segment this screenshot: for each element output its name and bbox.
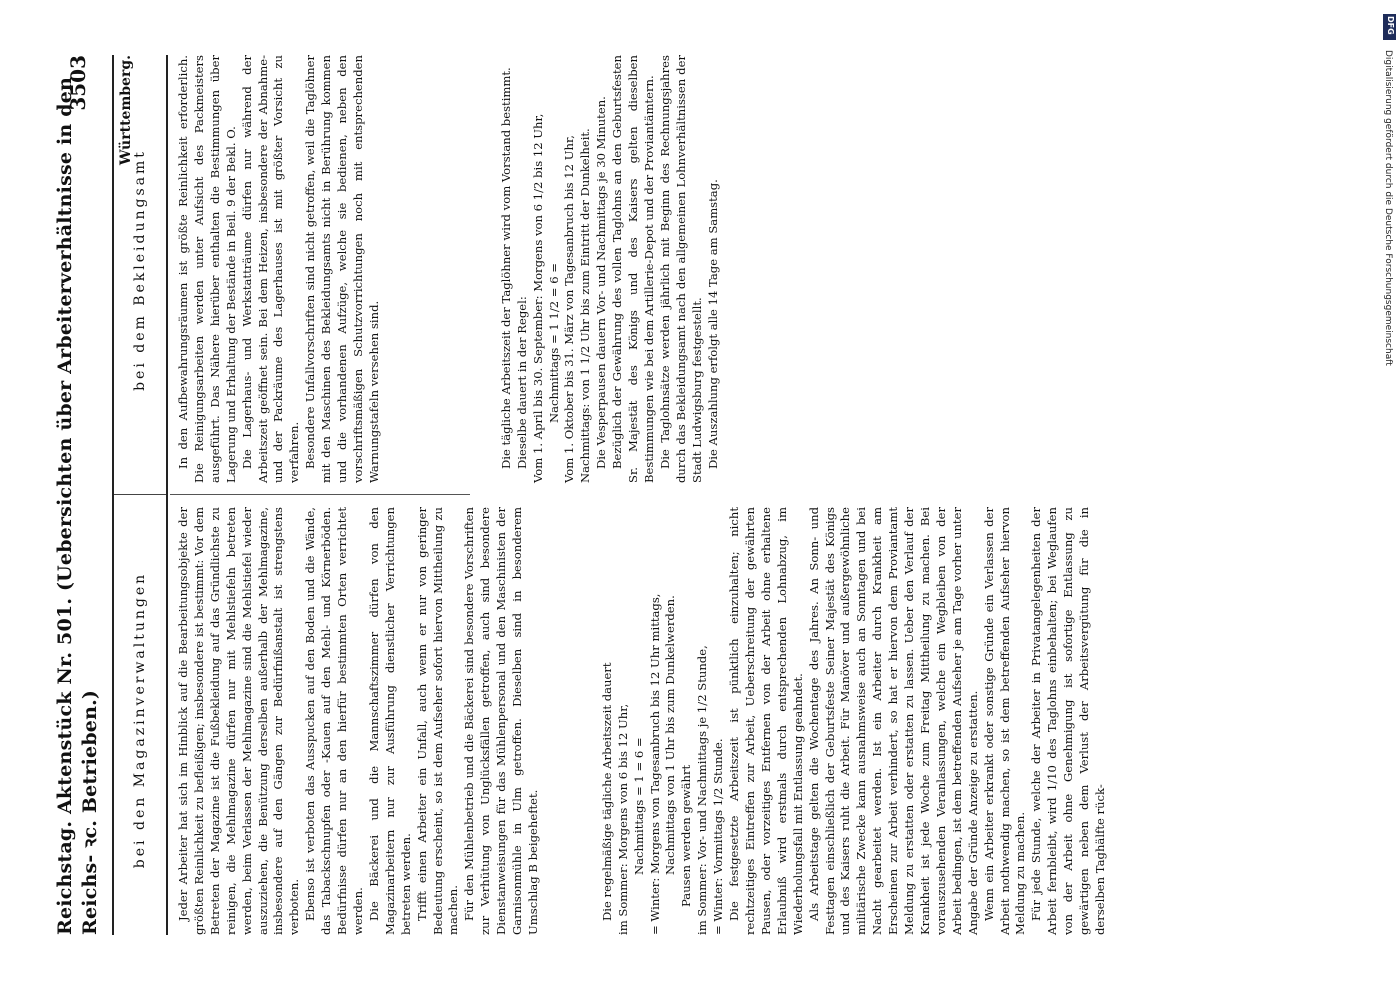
subheader-rule — [166, 55, 168, 935]
dfg-logo: DFG — [1383, 14, 1396, 40]
right-column-text — [176, 55, 721, 483]
schedule-line: im Sommer: Vor- und Nachmittags je 1/2 Stunde, — [695, 645, 710, 935]
paragraph: Die festgesetzte Arbeitszeit ist pünktlich einzuhalten; nicht rechtzeitiges Eintreffen zur Arbeit, Ueberschreitung der gewährten Pausen, oder vorzeitiges Entfernen von der Arbeit ohne erhaltene Erlaubniß wird erstmals durch entsprechenden Lohnabzug, im Wiederholungsfall mit Entlassung geahndet. — [727, 507, 805, 935]
column-heading-clothing: bei dem Bekleidungsamt — [132, 149, 148, 391]
paragraph: Jeder Arbeiter hat sich im Hinblick auf die Bearbeitungsobjekte der größten Reinlichkeit zu befleißigen; insbesondere ist bestimmt: Vor dem Betreten der Magazine ist die Fußbekleidung auf das Gründlichste zu reinigen, die Mehlmagazine dürfen nur mit Mehlstiefeln betreten werden, beim Verlassen der Mehlmagazine sind die Mehlstiefel wieder auszuziehen, die Benützung derselben außerhalb der Mehlmagazine, insbesondere auf den Gängen zur Bedürfnißanstalt ist strengstens verboten. — [176, 507, 302, 935]
paragraph: Für jede Stunde, welche der Arbeiter in Privatangelegenheiten der Arbeit fernbleibt, wird 1/10 des Taglohns einbehalten; bei Weglaufen von der Arbeit ohne Genehmigung ist sofortige Entlassung zu gewärtigen neben dem Verlust der Arbeitsvergütung für die in derselben Taghälfte rück- — [1029, 507, 1107, 935]
schedule-line: Nachmittags = 1 = 6 = — [631, 737, 646, 875]
schedule-line: Nachmittags von 1 Uhr bis zum Dunkelwerden. — [663, 595, 678, 875]
document-title: Reichstag. Aktenstück Nr. 501. (Uebersichten über Arbeiterverhältnisse in den Reichs- ꝛc. Betrieben.) — [54, 76, 101, 935]
paragraph: Ebenso ist verboten das Ausspucken auf den Boden und die Wände, das Tabackschnupfen oder -Kauen auf den Mehl- und Körnerböden. Bedürfnisse dürfen nur an den hierfür bestimmten Orten verrichtet werden. — [303, 507, 365, 935]
schedule-line: im Sommer: Morgens von 6 bis 12 Uhr, — [615, 703, 630, 935]
schedule-line: Die tägliche Arbeitszeit der Taglöhner wird vom Vorstand bestimmt. — [498, 67, 513, 469]
paragraph: Die Lagerhaus- und Werkstatträume dürfen nur während der Arbeitszeit geöffnet sein. Bei dem Heizen, insbesondere der Abnahme- und der Packräume des Lagerhauses ist mit größter Vorsicht zu verfahren. — [239, 55, 302, 483]
schedule-line: Die regelmäßige tägliche Arbeitszeit dauert — [599, 662, 614, 921]
schedule-line: = Winter: Morgens von Tagesanbruch bis 12 Uhr mittags, — [647, 593, 662, 935]
paragraph: Die Taglohnsätze werden jährlich mit Beginn des Rechnungsjahres durch das Bekleidungsamt nach den allgemeinen Lohnverhältnissen der Stadt Ludwigsburg festgestellt. — [657, 55, 704, 483]
paragraph: Wenn ein Arbeiter erkrankt oder sonstige Gründe ein Verlassen der Arbeit nothwendig machen, so ist dem betreffenden Aufseher hiervon Meldung zu machen. — [981, 507, 1028, 935]
paragraph: Trifft einen Arbeiter ein Unfall, auch wenn er nur von geringer Bedeutung erscheint, so ist dem Aufseher sofort hiervon Mittheilung zu machen. — [414, 507, 461, 935]
region-label: Württemberg. — [118, 55, 134, 166]
schedule-line: Die Vesperpausen dauern Vor- und Nachmittags je 30 Minuten. — [594, 96, 609, 469]
schedule-line: Nachmittags = 1 1/2 = 6 = — [546, 263, 561, 423]
header-rule — [112, 55, 114, 935]
page-number: 3503 — [66, 55, 90, 111]
column-divider-body — [170, 494, 470, 495]
schedule-line: Pausen werden gewährt — [679, 764, 694, 907]
digitization-credit — [1381, 10, 1395, 990]
paragraph: Die Auszahlung erfolgt alle 14 Tage am Samstag. — [705, 179, 720, 469]
schedule-line: Vom 1. Oktober bis 31. März von Tagesanbruch bis 12 Uhr, — [562, 135, 577, 483]
paragraph: Die Bäckerei und die Mannschaftszimmer dürfen von den Magazinarbeitern nur zur Ausführung dienstlicher Verrichtungen betreten werden. — [366, 507, 413, 935]
schedule-line: Nachmittags: von 1 1/2 Uhr bis zum Eintritt der Dunkelheit. — [578, 128, 593, 483]
paragraph: Als Arbeitstage gelten die Wochentage des Jahres. An Sonn- und Festtagen einschließlich der Geburtsfeste Seiner Majestät des Königs und des Kaisers ruht die Arbeit. Für Manöver und außergewöhnliche militärische Zwecke kann ausnahmsweise auch an Sonntagen und bei Nacht gearbeitet werden. Ist ein Arbeiter durch Krankheit am Erscheinen zur Arbeit verhindert, so hat er hiervon dem Proviantamt Meldung zu erstatten oder erstatten zu lassen. Ueber den Verlauf der Krankheit ist jede Woche zum Freitag Mittheilung zu machen. Bei vorauszusehenden Veranlassungen, welche ein Wegbleiben von der Arbeit bedingen, ist dem betreffenden Aufseher je am Tage vorher unter Angabe der Gründe Anzeige zu erstatten. — [806, 507, 980, 935]
paragraph: Besondere Unfallvorschriften sind nicht getroffen, weil die Taglöhner mit den Maschinen des Bekleidungsamts nicht in Berührung kommen und die vorhandenen Aufzüge, welche sie bedienen, neben den vorschriftsmäßigen Schutzvorrichtungen noch mit entsprechenden Warnungstafeln versehen sind. — [303, 55, 381, 483]
paragraph: Bezüglich der Gewährung des vollen Taglohns an den Geburtsfesten Sr. Majestät des Königs und des Kaisers gelten dieselben Bestimmungen wie bei dem Artillerie-Depot und der Proviantämtern. — [610, 55, 656, 483]
column-divider — [114, 494, 166, 495]
left-column-text — [176, 507, 1109, 935]
schedule-line: Vom 1. April bis 30. September: Morgens von 6 1/2 bis 12 Uhr, — [530, 113, 545, 483]
schedule-line: = Winter: Vormittags 1/2 Stunde. — [711, 738, 726, 935]
credit-text: Digitalisierung gefördert durch die Deutsche Forschungsgemeinschaft — [1383, 50, 1393, 366]
schedule-line: Dieselbe dauert in der Regel: — [514, 296, 529, 469]
paragraph: Für den Mühlenbetrieb und die Bäckerei sind besondere Vorschriften zur Verhütung von Unglücksfällen getroffen, auch sind besondere Dienstanweisungen für das Mühlenpersonal und den Maschinisten der Garnisonmühle in Ulm getroffen. Dieselben sind in besonderem Umschlag B beigeheftet. — [462, 507, 540, 935]
running-header — [48, 55, 108, 935]
column-heading-magazine: bei den Magazinverwaltungen — [132, 571, 148, 869]
rotated-document-sheet — [48, 55, 1348, 935]
paragraph: In den Aufbewahrungsräumen ist größte Reinlichkeit erforderlich. Die Reinigungsarbeiten werden unter Aufsicht des Packmeisters ausgeführt. Das Nähere hierüber enthalten die Bestimmungen über Lagerung und Erhaltung der Bestände in Beil. 9 der Bekl. O. — [176, 55, 238, 483]
